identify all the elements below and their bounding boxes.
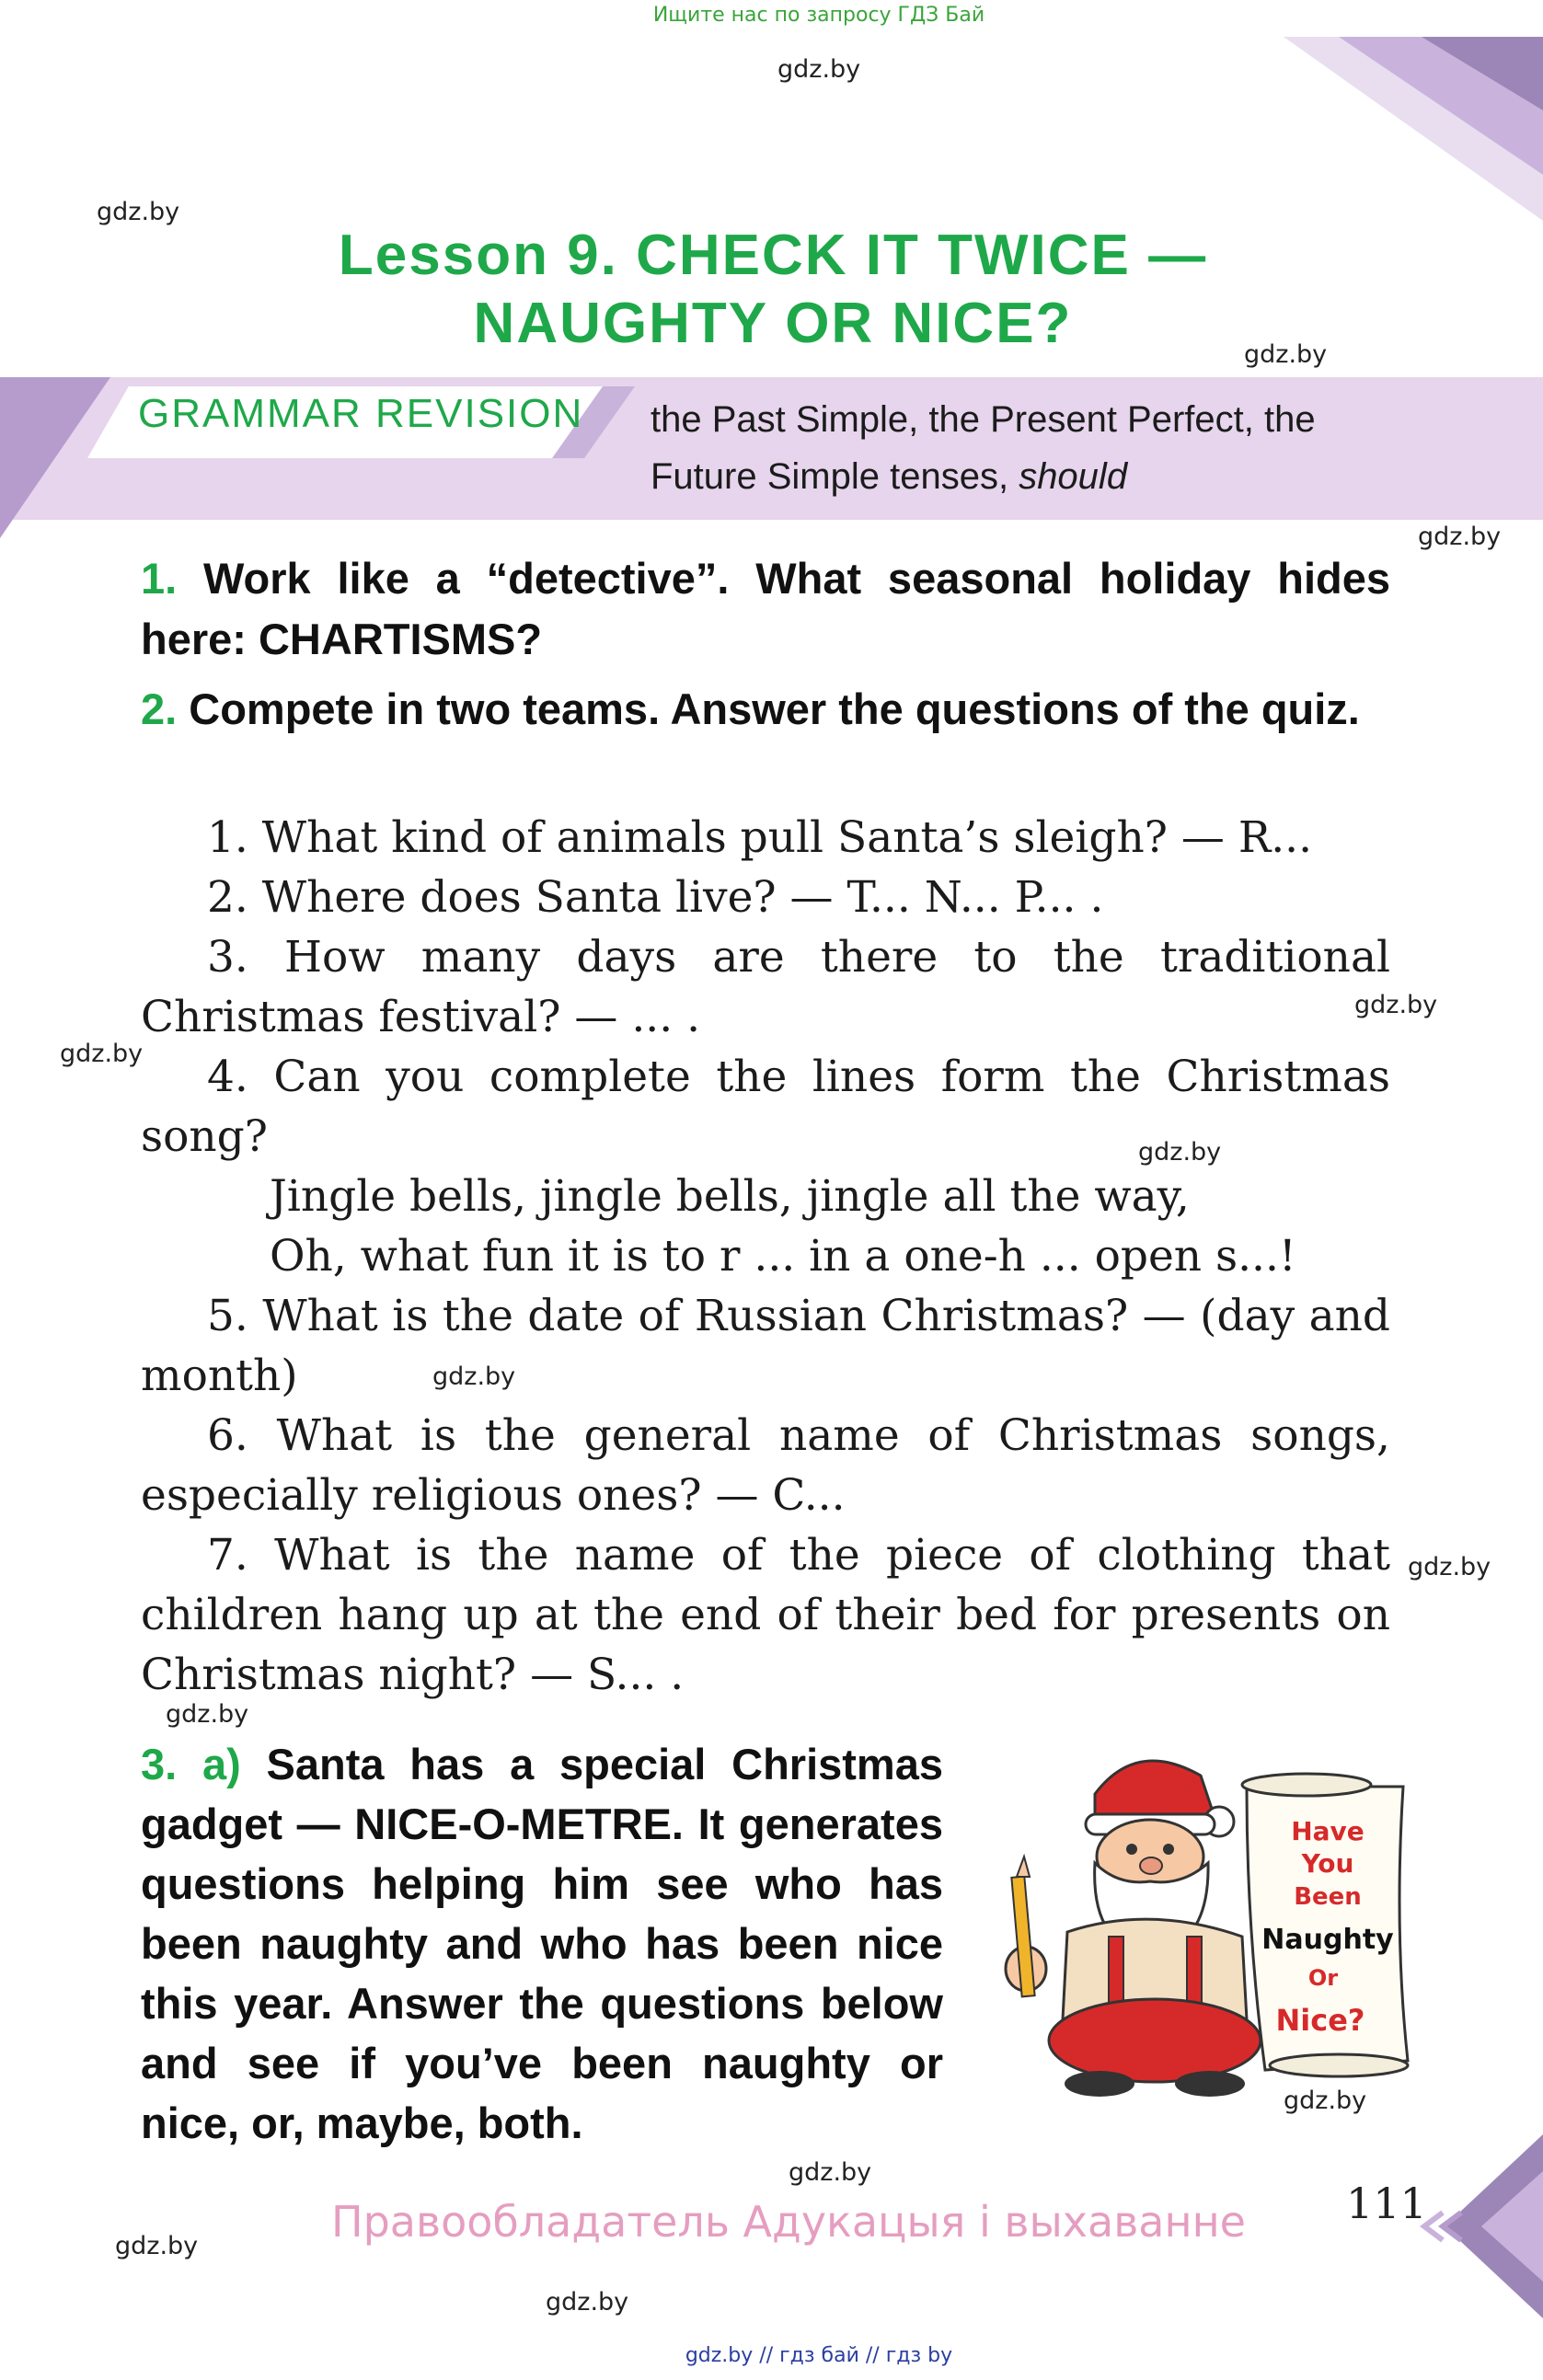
watermark: gdz.by xyxy=(97,198,180,226)
task-3-number: 3. a) xyxy=(141,1740,241,1788)
top-note: Ищите нас по запросу ГДЗ Бай xyxy=(652,4,985,27)
song-line-1: Jingle bells, jingle bells, jingle all the way, xyxy=(270,1171,1190,1222)
task-3 xyxy=(141,1734,943,2153)
watermark: gdz.by xyxy=(1284,2087,1367,2115)
quiz-question-5: 5. What is the date of Russian Christmas? — (day and month) xyxy=(141,1291,1390,1401)
grammar-text-line1: the Past Simple, the Present Perfect, the xyxy=(651,399,1316,440)
grammar-text-line2-pre: Future Simple tenses, xyxy=(651,456,1019,497)
song-line-2: Oh, what fun it is to r ... in a one-h ... open s...! xyxy=(270,1231,1296,1282)
watermark: gdz.by xyxy=(60,1040,144,1068)
quiz-question-4: 4. Can you complete the lines form the Christmas song? xyxy=(141,1052,1390,1162)
watermark: gdz.by xyxy=(1354,991,1438,1019)
bottom-note: gdz.by // гдз бай // гдз by xyxy=(685,2344,953,2367)
quiz-question-1: 1. What kind of animals pull Santa’s sleigh? — R... xyxy=(207,812,1313,863)
lesson-title-line2: NAUGHTY OR NICE? xyxy=(473,292,1073,355)
watermark: gdz.by xyxy=(432,1362,516,1391)
corner-decoration-top xyxy=(1284,37,1543,221)
santa-illustration xyxy=(998,1748,1412,2102)
task-1 xyxy=(141,548,1390,670)
scroll-word-3: Been xyxy=(1294,1883,1362,1911)
scroll-word-5: Or xyxy=(1307,1965,1339,1991)
quiz-question-6: 6. What is the general name of Christmas songs, especially religious ones? — C... xyxy=(141,1410,1390,1521)
task-1-text: Work like a “detective”. What seasonal holiday hides here: CHARTISMS? xyxy=(141,554,1390,663)
watermark: gdz.by xyxy=(789,2158,872,2187)
scroll-word-1: Have xyxy=(1291,1816,1365,1846)
task-2-text: Compete in two teams. Answer the questions of the quiz. xyxy=(189,684,1360,733)
task-1-number: 1. xyxy=(141,554,178,603)
task-2-number: 2. xyxy=(141,684,178,733)
scroll-word-6: Nice? xyxy=(1275,2003,1365,2038)
scroll-word-2: You xyxy=(1301,1848,1354,1879)
watermark: gdz.by xyxy=(546,2288,629,2317)
grammar-text-line2 xyxy=(651,448,1433,505)
task-2 xyxy=(141,679,1390,740)
quiz-question-7: 7. What is the name of the piece of clothing that children hang up at the end of their bed for presents on Christmas night? — S... . xyxy=(141,1530,1390,1700)
watermark: gdz.by xyxy=(166,1700,249,1729)
quiz-question-2: 2. Where does Santa live? — T... N... P... . xyxy=(207,872,1104,923)
watermark: gdz.by xyxy=(1244,340,1328,369)
watermark: gdz.by xyxy=(115,2232,199,2260)
lesson-title-line1: Lesson 9. CHECK IT TWICE — xyxy=(338,224,1208,287)
grammar-text xyxy=(651,391,1433,505)
copyright-text: Правообладатель Адукацыя і выхаванне xyxy=(331,2197,1246,2247)
watermark: gdz.by xyxy=(777,55,861,84)
watermark: gdz.by xyxy=(1138,1138,1222,1167)
corner-decoration-bottom xyxy=(1408,2134,1543,2318)
task-3-text: Santa has a special Christmas gadget — NICE-O-METRE. It generates questions helping him see who has been naughty and who has been nice this year. Answer the questions below and see if you’ve been naughty or nice, or, maybe, both. xyxy=(141,1740,944,2147)
watermark: gdz.by xyxy=(1418,523,1502,551)
scroll-word-4: Naughty xyxy=(1261,1924,1394,1956)
quiz-question-3: 3. How many days are there to the traditional Christmas festival? — ... . xyxy=(141,932,1390,1042)
watermark: gdz.by xyxy=(1408,1553,1491,1581)
grammar-label: GRAMMAR REVISION xyxy=(138,391,584,436)
quiz-list xyxy=(141,808,1390,1705)
grammar-text-should: should xyxy=(1019,456,1128,497)
page-number: 111 xyxy=(1346,2179,1427,2228)
